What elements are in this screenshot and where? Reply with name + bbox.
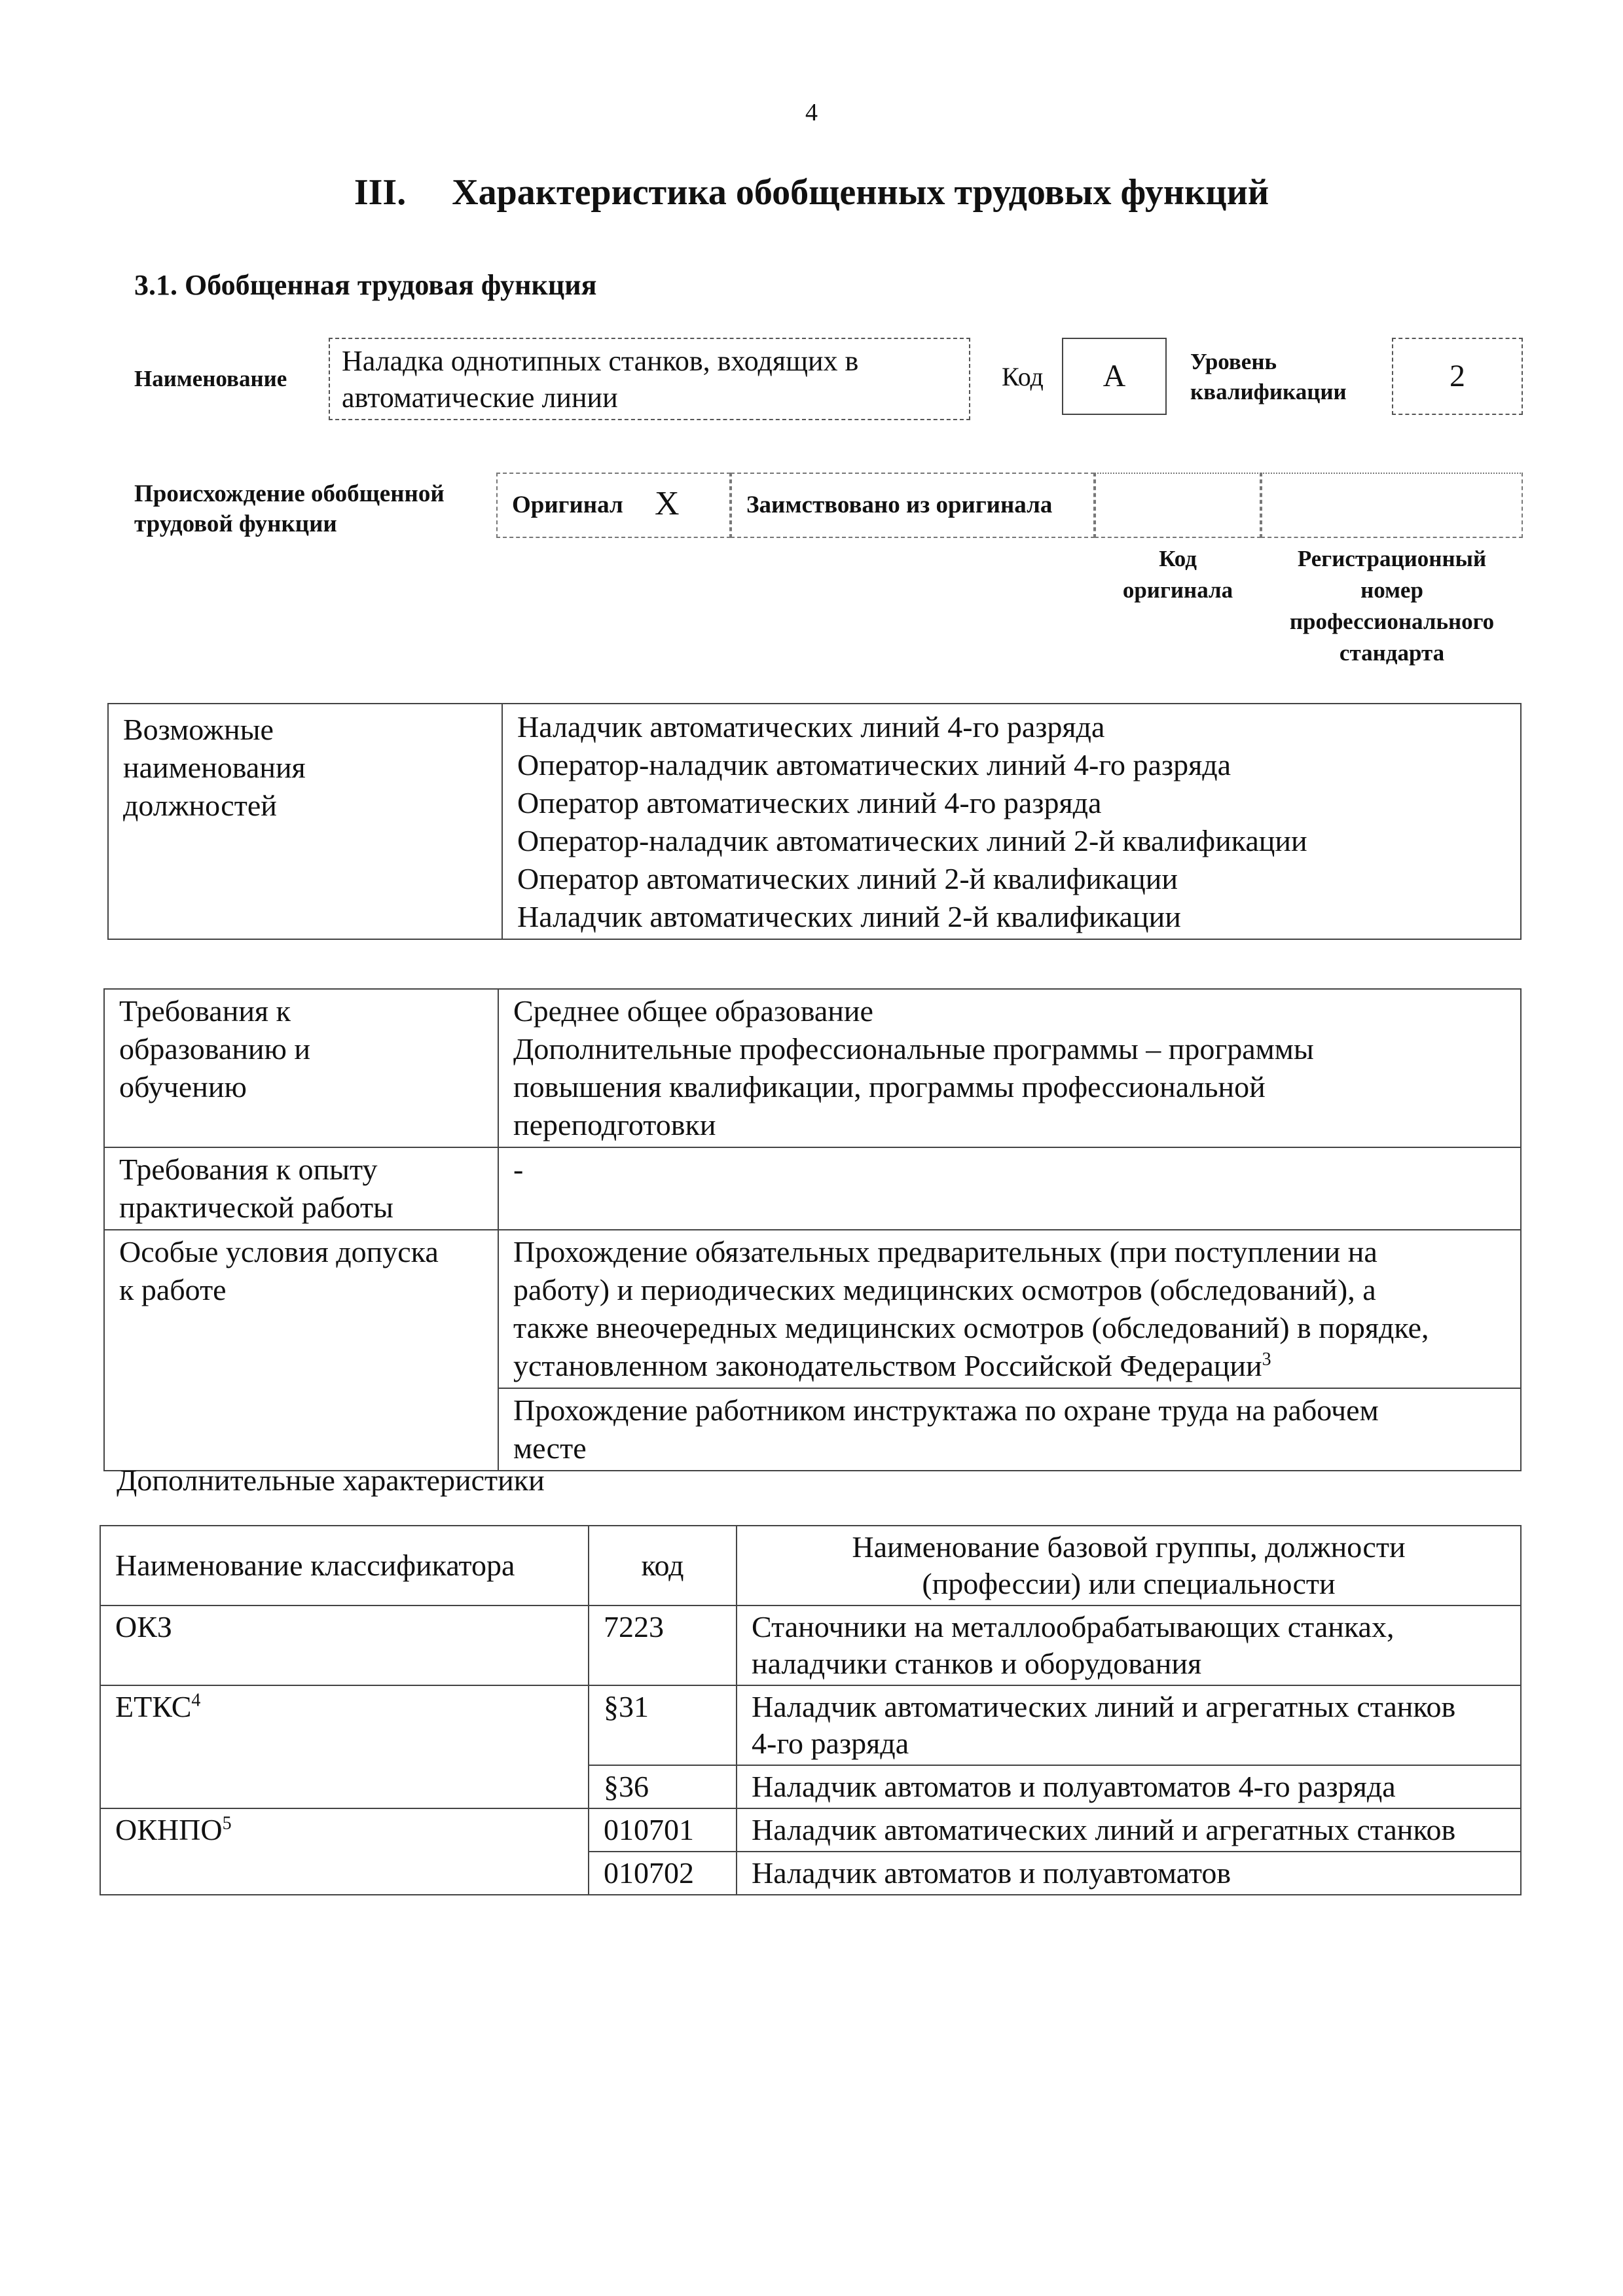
function-name-line: автоматические линии bbox=[342, 382, 618, 414]
position-item: Оператор-наладчик автоматических линий 2-й квалификации bbox=[517, 824, 1307, 857]
conditions-medical: Прохождение обязательных предварительных (при поступлении на работу) и периодических медицинских осмотров (обследований), а также внеочередных медицинских осмотров (обследований) в порядке, установленном законодательством Российской Федерации$^3$ bbox=[498, 1230, 1521, 1388]
requirements-table bbox=[103, 988, 1522, 1471]
original-code-cell bbox=[1095, 473, 1261, 538]
origin-label: Происхождение обобщенной трудовой функции bbox=[134, 480, 445, 537]
conditions-label: Особые условия допуска к работе bbox=[104, 1230, 498, 1471]
classifier-cell: ОКЗ bbox=[100, 1605, 589, 1685]
position-item: Наладчик автоматических линий 4-го разряда bbox=[517, 710, 1105, 744]
header-name: Наименование базовой группы, должности (профессии) или специальности bbox=[737, 1526, 1521, 1605]
section-number: III. bbox=[354, 172, 407, 213]
position-item: Оператор автоматических линий 2-й квалификации bbox=[517, 862, 1178, 895]
name-cell: Наладчик автоматических линий и агрегатных станков bbox=[737, 1808, 1521, 1852]
classifier-cell: ЕТКС$^4$ bbox=[100, 1685, 589, 1808]
positions-table bbox=[107, 703, 1522, 940]
original-code-caption: Код оригинала bbox=[1122, 546, 1233, 603]
page-number: 4 bbox=[805, 99, 818, 126]
level-label: Уровень квалификации bbox=[1190, 349, 1347, 404]
code-cell: §36 bbox=[589, 1765, 737, 1808]
section-title: Характеристика обобщенных трудовых функций bbox=[452, 172, 1269, 213]
origin-borrowed-cell bbox=[731, 473, 1095, 538]
education-value: Среднее общее образование Дополнительные профессиональные программы – программы повышения квалификации, программы профессиональной переподготовки bbox=[498, 989, 1521, 1147]
classifier-cell: ОКНПО$^5$ bbox=[100, 1808, 589, 1895]
classifier-table bbox=[100, 1525, 1522, 1895]
positions-label: Возможные наименования должностей bbox=[108, 704, 502, 939]
function-code-box: А bbox=[1062, 338, 1167, 415]
qualification-level-box: 2 bbox=[1392, 338, 1523, 415]
header-code: код bbox=[589, 1526, 737, 1605]
name-cell: Наладчик автоматов и полуавтоматов bbox=[737, 1852, 1521, 1895]
footnote-ref: 5 bbox=[222, 1813, 232, 1834]
position-item: Оператор автоматических линий 4-го разряда bbox=[517, 786, 1102, 819]
name-cell: Наладчик автоматов и полуавтоматов 4-го разряда bbox=[737, 1765, 1521, 1808]
education-label: Требования к образованию и обучению bbox=[104, 989, 498, 1147]
reg-number-caption: Регистрационный номер профессионального стандарта bbox=[1289, 546, 1495, 666]
footnote-ref: 3 bbox=[1262, 1349, 1271, 1370]
code-label: Код bbox=[1002, 362, 1044, 391]
origin-original-cell bbox=[496, 473, 731, 538]
header-classifier: Наименование классификатора bbox=[100, 1526, 589, 1605]
position-item: Оператор-наладчик автоматических линий 4-го разряда bbox=[517, 748, 1231, 781]
additional-heading: Дополнительные характеристики bbox=[117, 1463, 545, 1497]
origin-original-mark: Х bbox=[655, 485, 680, 522]
code-cell: 010702 bbox=[589, 1852, 737, 1895]
footnote-ref: 4 bbox=[191, 1690, 201, 1711]
origin-borrowed-label: Заимствовано из оригинала bbox=[746, 492, 1053, 518]
conditions-briefing: Прохождение работником инструктажа по охране труда на рабочем месте bbox=[498, 1388, 1521, 1471]
name-cell: Станочники на металлообрабатывающих станках, наладчики станков и оборудования bbox=[737, 1605, 1521, 1685]
code-cell: 7223 bbox=[589, 1605, 737, 1685]
position-item: Наладчик автоматических линий 2-й квалификации bbox=[517, 900, 1181, 933]
experience-value: - bbox=[498, 1147, 1521, 1230]
subsection-title: 3.1. Обобщенная трудовая функция bbox=[134, 269, 597, 301]
function-name-line: Наладка однотипных станков, входящих в bbox=[342, 345, 859, 377]
table-row bbox=[100, 1808, 1521, 1852]
section-heading bbox=[0, 171, 1623, 213]
positions-list bbox=[502, 704, 1521, 939]
name-label: Наименование bbox=[134, 366, 287, 391]
code-cell: §31 bbox=[589, 1685, 737, 1765]
table-row bbox=[100, 1605, 1521, 1685]
experience-label: Требования к опыту практической работы bbox=[104, 1147, 498, 1230]
reg-number-cell bbox=[1261, 473, 1523, 538]
name-cell: Наладчик автоматических линий и агрегатных станков 4-го разряда bbox=[737, 1685, 1521, 1765]
function-name-box bbox=[329, 338, 970, 420]
origin-original-label: Оригинал bbox=[512, 492, 623, 518]
table-row bbox=[100, 1685, 1521, 1765]
code-cell: 010701 bbox=[589, 1808, 737, 1852]
